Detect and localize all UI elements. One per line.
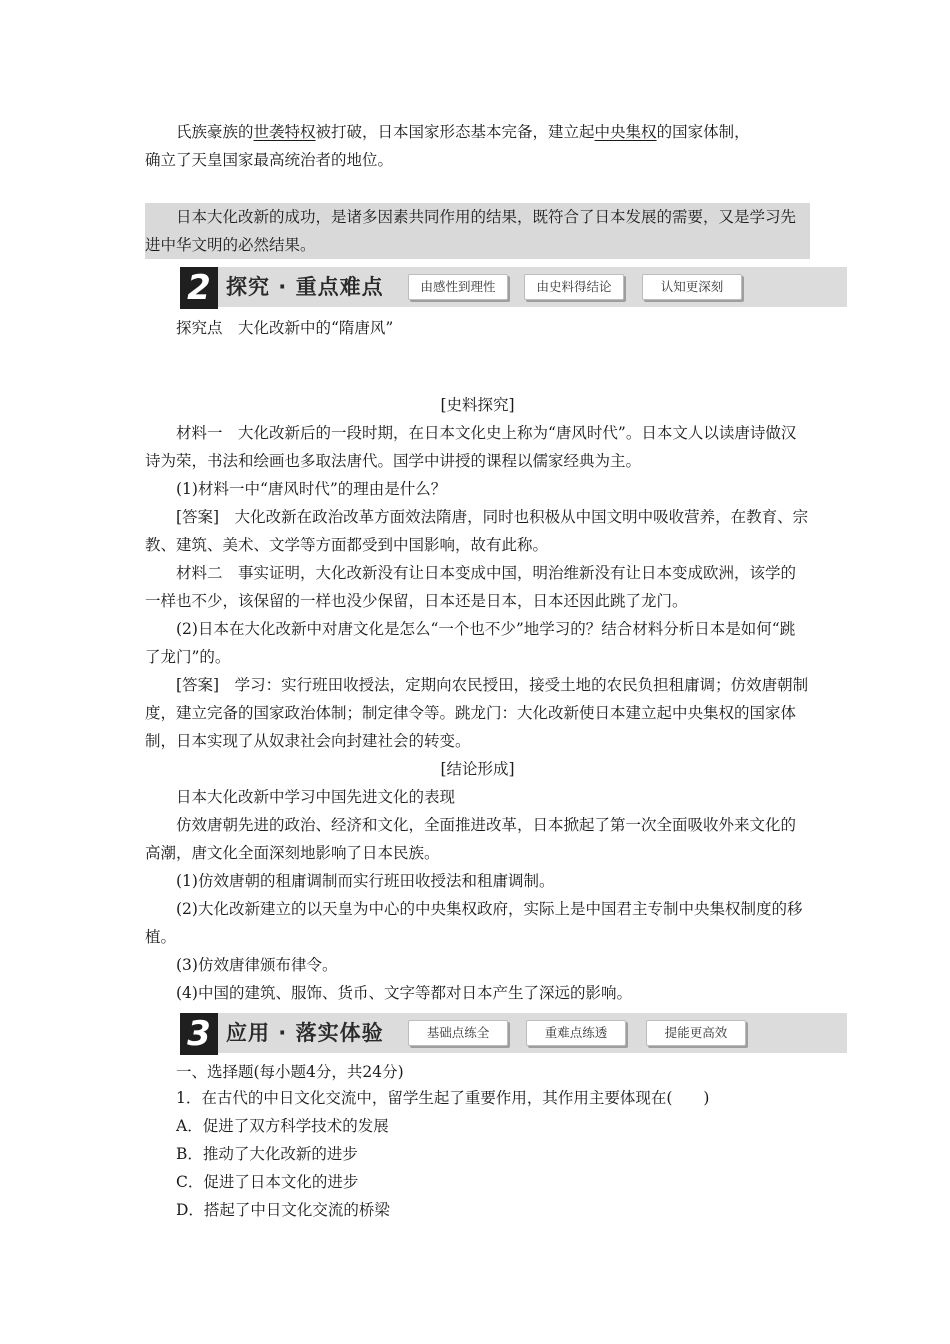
text-run: 氏族豪族的: [176, 123, 254, 141]
conclusion-point-1: (1)仿效唐朝的租庸调制而实行班田收授法和租庸调制。: [176, 872, 555, 890]
option-a: A．促进了双方科学技术的发展: [176, 1117, 389, 1135]
conclusion-heading: [结论形成]: [440, 760, 515, 778]
option-d: D．搭起了中日文化交流的桥梁: [176, 1201, 390, 1219]
section-banner-apply: [180, 1013, 847, 1053]
underlined-term-hereditary-privilege: 世袭特权: [253, 123, 316, 141]
question-one: (1)材料一中“唐风时代”的理由是什么？: [176, 480, 447, 498]
summary-highlight: 日本大化改新的成功，是诸多因素共同作用的结果，既符合了日本发展的需要，又是学习先进中华文明的必然结果。: [145, 203, 810, 259]
explore-point: 探究点 大化改新中的“隋唐风”: [176, 319, 394, 337]
question-stem: 1．在古代的中日文化交流中，留学生起了重要作用，其作用主要体现在( ): [176, 1089, 710, 1107]
banner-tag: 由感性到理性: [408, 274, 508, 300]
conclusion-title: 日本大化改新中学习中国先进文化的表现: [176, 788, 456, 806]
history-heading: [史料探究]: [440, 396, 515, 414]
answer-one: [答案] 大化改新在政治改革方面效法隋唐，同时也积极从中国文明中吸收营养，在教育、宗教、建筑、美术、文学等方面都受到中国影响，故有此称。: [145, 508, 809, 554]
option-c: C．促进了日本文化的进步: [176, 1173, 359, 1191]
conclusion-body: 仿效唐朝先进的政治、经济和文化，全面推进改革，日本掀起了第一次全面吸收外来文化的高潮，唐文化全面深刻地影响了日本民族。: [145, 816, 797, 862]
banner-tag: 重难点练透: [526, 1020, 626, 1046]
banner-tag: 提能更高效: [646, 1020, 746, 1046]
exercise-heading: 一、选择题(每小题4分，共24分): [176, 1063, 404, 1081]
text-run: 确立了天皇国家最高统治者的地位。: [145, 151, 394, 169]
conclusion-point-3: (3)仿效唐律颁布律令。: [176, 956, 338, 974]
banner-tag: 基础点练全: [408, 1020, 508, 1046]
section-banner-explore: [180, 267, 847, 307]
section-title: 应用 · 落实体验: [226, 1021, 384, 1045]
conclusion-point-4: (4)中国的建筑、服饰、货币、文字等都对日本产生了深远的影响。: [176, 984, 632, 1002]
section-title: 探究 · 重点难点: [226, 275, 384, 299]
conclusion-point-2: (2)大化改新建立的以天皇为中心的中央集权政府，实际上是中国君主专制中央集权制度的移植。: [145, 900, 803, 946]
option-b: B．推动了大化改新的进步: [176, 1145, 358, 1163]
text-run: 的国家体制，: [656, 123, 750, 141]
section-number-badge: 3: [180, 1013, 218, 1055]
underlined-term-central-authority: 中央集权: [594, 123, 657, 141]
answer-two: [答案] 学习：实行班田收授法，定期向农民授田，接受土地的农民负担租庸调；仿效唐朝制度，建立完备的国家政治体制；制定律令等。跳龙门：大化改新使日本建立起中央集权的国家体制，日本实现了从奴隶社会向封建社会的转变。: [145, 676, 809, 750]
intro-paragraph: [145, 118, 810, 174]
section-number-badge: 2: [180, 267, 218, 309]
material-one: 材料一 大化改新后的一段时期，在日本文化史上称为“唐风时代”。日本文人以读唐诗做汉诗为荣，书法和绘画也多取法唐代。国学中讲授的课程以儒家经典为主。: [145, 424, 797, 470]
material-two: 材料二 事实证明，大化改新没有让日本变成中国，明治维新没有让日本变成欧洲，该学的一样也不少，该保留的一样也没少保留，日本还是日本，日本还因此跳了龙门。: [145, 564, 797, 610]
question-two: (2)日本在大化改新中对唐文化是怎么“一个也不少”地学习的？结合材料分析日本是如何“跳了龙门”的。: [145, 620, 796, 666]
banner-tag: 由史料得结论: [524, 274, 624, 300]
banner-tag: 认知更深刻: [642, 274, 742, 300]
text-run: 被打破，日本国家形态基本完备，建立起: [315, 123, 595, 141]
